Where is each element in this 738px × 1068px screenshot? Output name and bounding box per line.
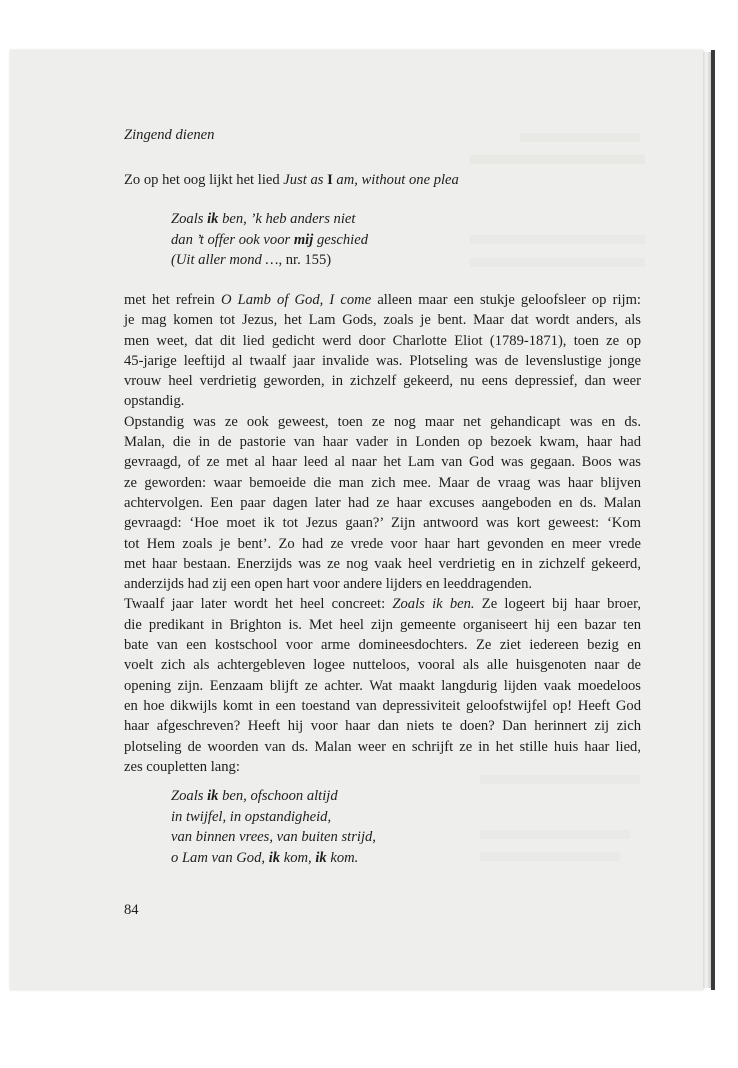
body-line: die predikant in Brighton is. Met heel zijn gemeente organiseert hij een bazar ten	[124, 616, 641, 633]
body-line: plotseling de woorden van ds. Malan weer en schrijft ze in het stille huis haar lied,	[124, 738, 641, 755]
verse-line: van binnen vrees, van buiten strijd,	[171, 829, 376, 845]
body-line: opstandig.	[124, 393, 185, 410]
intro-text: Zo op het oog lijkt het lied	[124, 172, 284, 188]
body-line-song: Twaalf jaar later wordt het heel concreet: Zoals ik ben. Ze logeert bij haar broer,	[124, 596, 642, 613]
body-line: met haar bestaan. Enerzijds was ze nog vaak heel verdrietig en in zichzelf gekeerd,	[124, 555, 641, 572]
page-edge	[703, 52, 711, 988]
body-line: Malan, die in de pastorie van haar vader in Londen op bezoek kwam, haar had	[124, 434, 641, 451]
body-line: zes coupletten lang:	[124, 758, 240, 775]
body-line: voelt zich als achtergebleven logee nutteloos, vooral als alle huisgenoten naar de	[124, 657, 641, 674]
body-line: opening zijn. Eenzaam blijft ze achter. Wat maakt langdurig lijden vaak moedeloos	[124, 677, 641, 694]
body-line: je mag komen tot Jezus, het Lam Gods, zoals je bent. Maar dat wordt anders, als	[124, 312, 641, 329]
body-line: bate van een kostschool voor arme domineesdochters. Ze ziet iedereen bezig en	[124, 637, 641, 654]
body-line: tot Hem zoals je bent’. Zo had ze vrede voor haar hart gevonden en meer vrede	[124, 535, 641, 552]
book-spine	[711, 50, 715, 990]
body-line: ze geworden: waar bemoeide die man zich mee. Maar de vraag was haar blijven	[124, 474, 641, 491]
body-line: vrouw heel verdrietig geworden, in zichzelf gekeerd, nu eens depressief, dan weer	[124, 373, 641, 390]
verse-citation: (Uit aller mond …, nr. 155)	[171, 252, 332, 268]
body-line: en hoe dikwijls komt in een toestand van depressiviteit geloofstwijfel op! Heeft God	[124, 697, 641, 714]
page-number: 84	[124, 902, 139, 918]
body-line: anderzijds had zij een open hart voor andere lijders en leeddragenden.	[124, 576, 533, 593]
verse-quote-2	[171, 786, 376, 868]
song-title: Just as I am, without one plea	[283, 172, 459, 188]
body-line: men weet, dat dit lied gedicht werd door Charlotte Eliot (1789-1871), toen ze op	[124, 332, 641, 349]
verse-line: in twijfel, in opstandigheid,	[171, 808, 332, 825]
verse-line: Zoals ik ben, ofschoon altijd	[171, 788, 338, 804]
body-line: 45-jarige leeftijd al twaalf jaar invalide was. Plotseling was de levenslustige jonge	[124, 352, 641, 369]
body-line: achtervolgen. Een paar dagen later had ze haar excuses aangeboden en ds. Malan	[124, 494, 641, 511]
body-line: Opstandig was ze ook geweest, toen ze nog maar net gehandicapt was en ds.	[124, 413, 641, 430]
intro-line	[124, 172, 459, 189]
body-line-refrain: met het refrein O Lamb of God, I come alleen maar een stukje geloofsleer op rijm:	[124, 292, 641, 308]
body-line: haar afgeschreven? Heeft hij voor haar dan niets te doen? Dan herinnert zij zich	[124, 718, 641, 735]
running-header: Zingend dienen	[124, 127, 215, 143]
body-text	[124, 290, 641, 777]
verse-line: o Lam van God, ik kom, ik kom.	[171, 849, 359, 866]
verse-line: Zoals ik ben, ’k heb anders niet	[171, 211, 356, 227]
body-line: gevraagd, of ze met al haar leed al naar het Lam van God was gegaan. Boos was	[124, 454, 641, 471]
verse-quote-1	[171, 209, 368, 271]
verse-line: dan ’t offer ook voor mij geschied	[171, 231, 369, 248]
body-line: gevraagd: ‘Hoe moet ik tot Jezus gaan?’ Zijn antwoord was kort geweest: ‘Kom	[124, 515, 641, 532]
